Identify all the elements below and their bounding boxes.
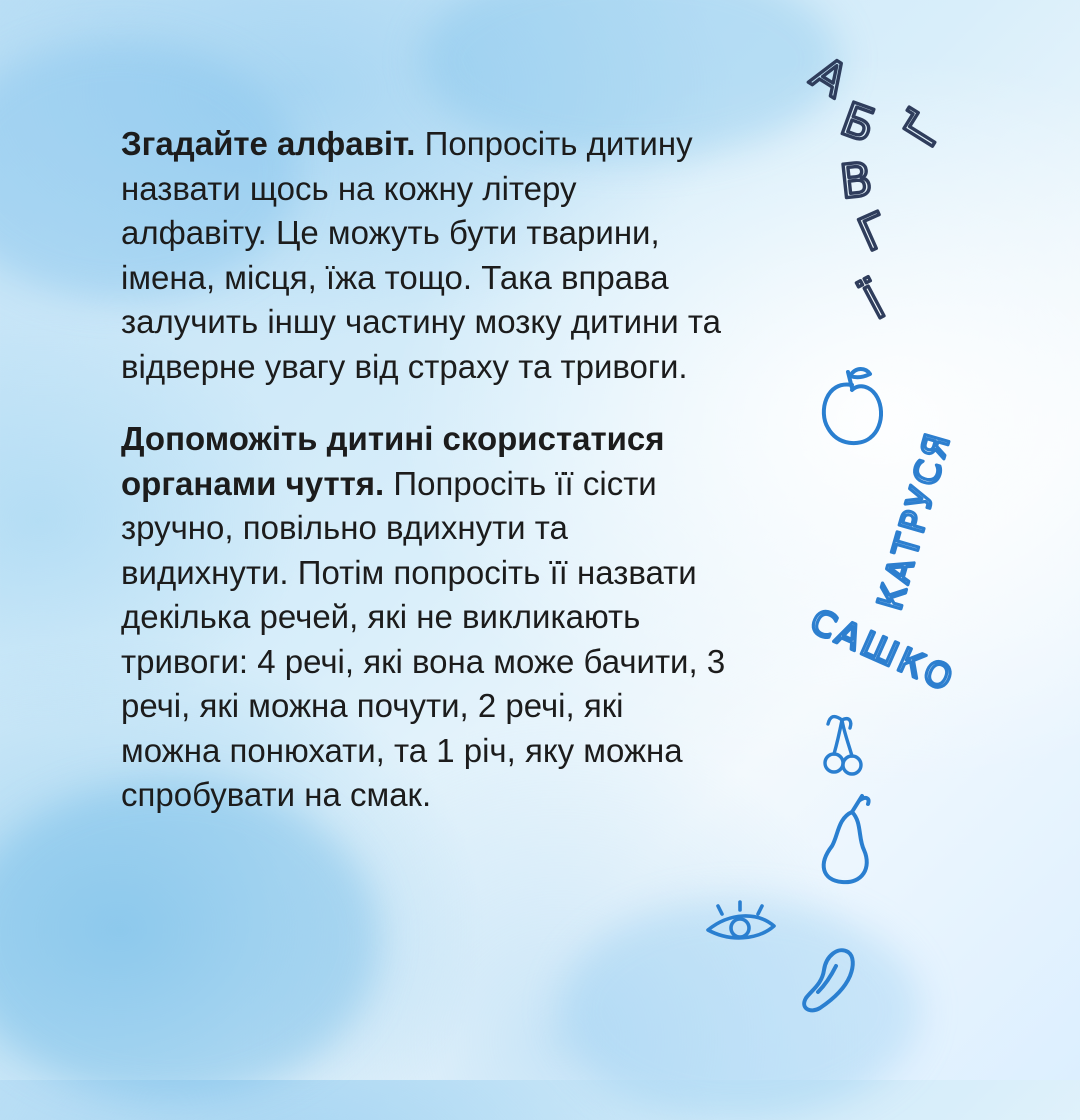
name-sashko: САШКО: [804, 601, 962, 701]
ear-icon: [804, 950, 853, 1010]
eye-icon: [708, 902, 774, 938]
letter-g: Г: [850, 201, 899, 263]
apple-icon: [824, 369, 881, 443]
letter-v: В: [837, 151, 875, 209]
paragraph-alphabet-body: Попросіть дитину назвати щось на кожну літеру алфавіту. Це можуть бути тварини, імена, місця, їжа тощо. Така вправа залучить іншу частину мозку дитини та відверне увагу від страху та тривоги.: [121, 125, 721, 385]
letter-yi: Ї: [855, 275, 894, 330]
letter-a: А: [802, 45, 858, 109]
cherries-icon: [825, 717, 861, 774]
paragraph-senses-body: Попросіть її сісти зручно, повільно вдихнути та видихнути. Потім попросіть її назвати декілька речей, які не викликають тривоги: 4 речі, які вона може бачити, 3 речі, які можна почути, 2 речі, які можна понюхати, та 1 річ, яку можна спробувати на смак.: [121, 464, 726, 813]
paragraph-alphabet-heading: Згадайте алфавіт.: [121, 125, 416, 162]
letter-ge: Ґ: [893, 103, 955, 156]
letter-b: Б: [834, 91, 883, 154]
pear-icon: [824, 796, 869, 882]
paragraph-senses-heading: Допоможіть дитині скористатися органами чуття.: [121, 420, 665, 502]
name-katrusia: КАТРУСЯ: [870, 425, 960, 615]
